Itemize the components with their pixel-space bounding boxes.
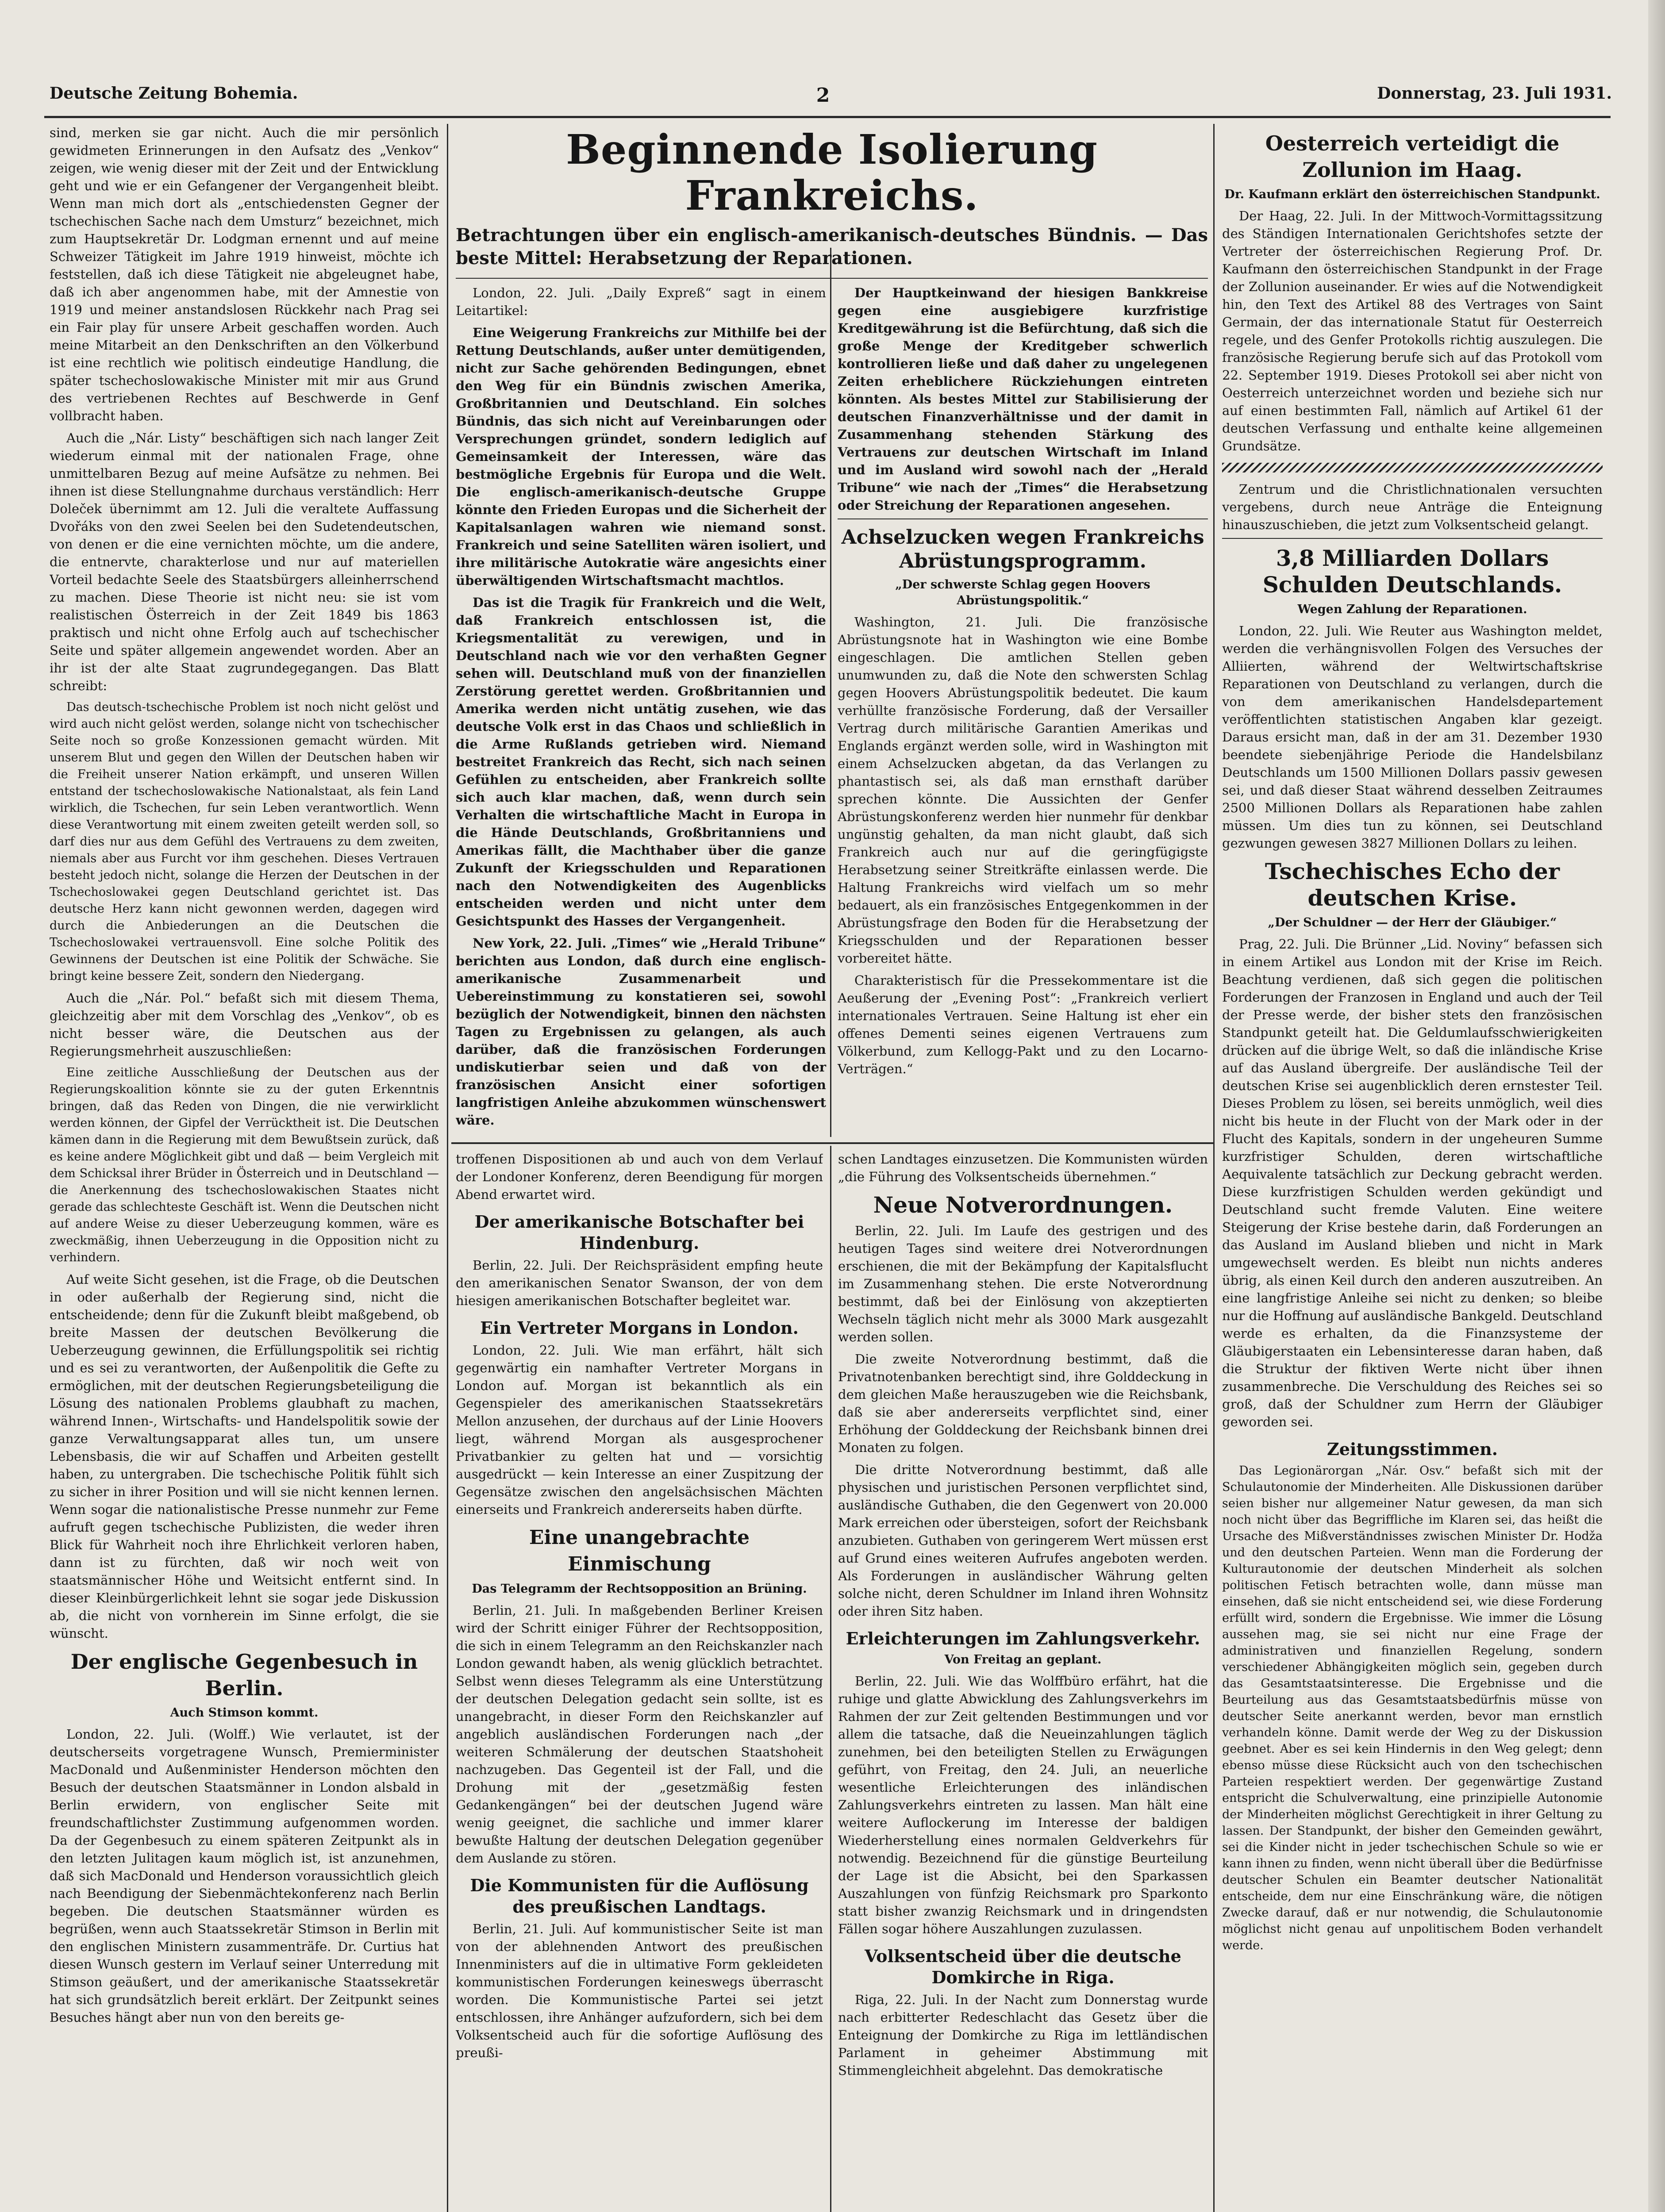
echo-body: Prag, 22. Juli. Die Brünner „Lid. Noviny“ befassen sich in einem Artikel aus London mit der Krise im Reich. Beachtung verdienen, daß sich gegen die politischen Forderungen der Franzosen in England und auch der Teil der Presse werde, der bisher stets den französischen Standpunkt geteilt hat. Die Geldumlaufsschwierigkeiten drücken auf die übrige Welt, so daß die inländische Krise auf das Ausland übergreife. Der ausländische Teil der deutschen Krise sei augenblicklich deren ernstester Teil. Dieses Problem zu lösen, sei bereits unmöglich, weil dies nicht bis heute in der Flucht von der Mark oder in der Flucht des Kapitals, sondern in der ungeheuren Summe kurzfristiger Schulden, deren wirtschaftliche Aequivalente tatsächlich zur Deckung gebracht werden. Diese kurzfristigen Schulden werden gekündigt und Deutschland sucht fremde Valuten. Eine weitere Steigerung der Krise bestehe darin, daß Forderungen an das Ausland im Ausland blieben und nicht in Mark umgewechselt werden. Es bleibt nun nichts anderes übrig, als einen Keil durch den anderen auszutreiben. An eine langfristige Anleihe sei nicht zu denken; so bleibe nur die Hoffnung auf ausländische Bankgeld. Deutschland werde es erhalten, da die Finanzsysteme der Gläubigerstaaten ein Lebensinteresse daran haben, daß die Struktur der fiktiven Werte nicht über ihnen zusammenbreche. Die Verschuldung des Reiches sei so groß, daß der Schuldner zum Herrn der Gläubiger geworden sei. [1222, 937, 1603, 1429]
intro-paragraph-2: Auch die „Nár. Listy“ beschäftigen sich nach langer Zeit wiederum einmal mit der nationalen Frage, ohne unmittelbaren Bezug auf meine Aufsätze zu nehmen. Bei ihnen ist diese Stellungnahme durchaus verständlich: Herr Doleček übernimmt am 12. Juli die veraltete Auffassung Dvořáks von den zwei Seelen bei den Sudetendeutschen, von denen er die eine vernichten möchte, um die andere, die entnervte, charakterlose und nur auf materiellen Vorteil bedachte Seele des Staatsbürgers alleinherrschend zu machen. Diese Theorie ist nicht neu: sie ist vom realistischen Österreich in der Zeit 1849 bis 1863 praktisch und nicht ohne Erfolg auch auf tschechischer Seite und später allgemein angewendet worden. Aber an ihr ist der alte Staat zugrundegegangen. Das Blatt schreibt: [50, 430, 439, 693]
column-rule-left [447, 124, 448, 2212]
column-right [1222, 124, 1603, 2212]
achsel-subtitle: „Der schwerste Schlag gegen Hoovers Abrüstungspolitik.“ [895, 578, 1150, 607]
notverordnungen-headline: Neue Notverordnungen. [873, 1192, 1173, 1218]
botschafter-body: Berlin, 22. Juli. Der Reichspräsident empfing heute den amerikanischen Senator Swanson, der von dem hiesigen amerikanischen Botschafter begleitet war. [456, 1258, 823, 1308]
notverordnungen-p1: Berlin, 22. Juli. Im Laufe des gestrigen und des heutigen Tages sind weitere drei Notverordnungen erschienen, die mit der Bekämpfung der Kapitalsflucht im Zusammenhang stehen. Die erste Notverordnung bestimmt, daß bei der Einlösung von akzeptierten Wechseln täglich nicht mehr als 3000 Mark ausgezahlt werden sollen. [838, 1223, 1208, 1344]
lead-headline: Beginnende Isolierung Frankreichs. [566, 126, 1098, 219]
achsel-p1: Washington, 21. Juli. Die französische Abrüstungsnote hat in Washington wie eine Bombe eingeschlagen. Die amtlichen Stellen geben unumwunden zu, daß die Note den schwersten Schlag gegen Hoovers Abrüstungspolitik bedeutet. Die kaum verhüllte französische Forderung, daß der Versailler Vertrag durch militärische Garantien Amerikas und Englands ergänzt werden solle, wird in Washington mit einem Achselzucken abgetan, da das Verlangen zu phantastisch sei, als daß man ernsthaft darüber sprechen könnte. Die Aussichten der Genfer Abrüstungskonferenz werden hier nunmehr für denkbar ungünstig gehalten, da man nicht glaubt, daß sich Frankreich auch nur auf die geringfügigste Herabsetzung seiner Streitkräfte einlassen werde. Die Haltung Frankreichs wird vielfach um so mehr bedauert, als ein französisches Entgegenkommen in der Abrüstungsfrage den Boden für die Herabsetzung der Kriegsschulden und der Reparationen besser vorbereitet hätte. [838, 614, 1208, 966]
riga-headline: Volksentscheid über die deutsche Domkirche in Riga. [865, 1946, 1181, 1987]
lead-left-p3: Das ist die Tragik für Frankreich und die Welt, daß Frankreich entschlossen ist, die Kriegsmentalität zu verewigen, und in Deutschland nach wie vor den verhaßten Gegner sehen will. Deutschland muß von der finanziellen Zerstörung gerettet werden. Großbritannien und Amerika werden nicht untätig zusehen, wie das deutsche Volk erst in das Chaos und schließlich in die Arme Rußlands getrieben wird. Niemand bestreitet Frankreich das Recht, sich nach seinen Gefühlen zu entscheiden, aber Frankreich sollte sich auch klar machen, daß, wenn durch sein Verhalten die wirtschaftliche Macht in Europa in die Hände Deutschlands, Großbritanniens und Amerikas fällt, die Machthaber über die ganze Zukunft der Kriegsschulden und Reparationen nach den Notwendigkeiten des Augenblicks entscheiden werden und nicht unter dem Gesichtspunkt des Hasses der Vergangenheit. [456, 595, 826, 929]
carry-over-b: schen Landtages einzusetzen. Die Kommunisten würden „die Führung des Volksentscheids übernehmen.“ [838, 1152, 1208, 1184]
oesterreich-body: Der Haag, 22. Juli. In der Mittwoch-Vormittagssitzung des Ständigen Internationalen Gerichtshofes setzte der Vertreter der österreichischen Regierung Prof. Dr. Kaufmann den österreichischen Standpunkt in der Frage der Zollunion auseinander. Er wies auf die Notwendigkeit hin, den Text des Artikel 88 des Vertrages von Saint Germain, der das internationale Statut für Oesterreich regele, und des Genfer Protokolls richtig auszulegen. Die französische Regierung berufe sich auf das Protokoll vom 22. September 1919. Dieses Protokoll sei aber nicht von Oesterreich unterzeichnet worden und beziehe sich nur auf einen bestimmten Fall, nämlich auf Artikel 61 der deutschen Verfassung und enthalte keine allgemeinen Grundsätze. [1222, 208, 1603, 453]
besuch-paragraph: London, 22. Juli. (Wolff.) Wie verlautet, ist der deutscherseits vorgetragene Wunsch, Premierminister MacDonald und Außenminister Henderson möchten den Besuch der deutschen Staatsmänner in London alsbald in Berlin erwidern, von englischer Seite mit freundschaftlichster Zustimmung aufgenommen worden. Da der Gegenbesuch zu einem späteren Zeitpunkt als in den letzten Julitagen kaum möglich ist, ist anzunehmen, daß sich MacDonald und Henderson voraussichtlich gleich nach Beendigung der Siebenmächtekonferenz nach Berlin begeben. Die deutschen Staatsmänner würden es begrüßen, wenn auch Staatssekretär Stimson in Berlin mit den englischen Ministern zusammenträfe. Dr. Curtius hat diesen Wunsch gestern im Verlauf seiner Unterredung mit Stimson geäußert, und der amerikanische Staatssekretär hat sich grundsätzlich bereit erklärt. Der Zeitpunkt seines Besuches hängt aber nun von den bereits ge- [50, 1727, 439, 2025]
intro-paragraph-1: sind, merken sie gar nicht. Auch die mir persönlich gewidmeten Erinnerungen in den Aufsatz des „Venkov“ zeigen, wie wenig dieser mit der Zeit und der Entwicklung geht und wie er ein Gefangener der Vergangenheit bleibt. Wenn man mich dort als „entschiedensten Gegner der tschechischen Sache nach dem Umsturz“ bezeichnet, mich zum Hauptsekretär Dr. Lodgman ernennt und auf meine Schweizer Tätigkeit im Jahre 1919 hinweist, möchte ich feststellen, daß ich diese Tätigkeit nie abgeleugnet habe, daß ich aber angenommen habe, mit der Amnestie von 1919 und meiner anstandslosen Rückkehr nach Prag sei ein Fair play für unsere Arbeit geschaffen worden. Auch meine Mitarbeit an den Denkschriften an den Völkerbund ist eine rechtlich wie politisch eindeutige Handlung, die später tschechoslowakische Minister mit mir aus Grund des vertriebenen Rechtes auf Beschwerde in Genf vollbracht haben. [50, 125, 439, 423]
wavy-separator [1222, 463, 1603, 472]
lead-article [456, 124, 1208, 1137]
masthead-title: Deutsche Zeitung Bohemia. [50, 84, 298, 103]
lead-columns [456, 284, 1208, 1133]
oesterreich-headline: Oesterreich verteidigt die Zollunion im Haag. [1265, 131, 1560, 182]
kommunisten-headline: Die Kommunisten für die Auflösung des preußischen Landtags. [470, 1875, 809, 1916]
notverordnungen-p2: Die zweite Notverordnung bestimmt, daß die Privatnotenbanken berechtigt sind, ihre Golddeckung in dem gleichen Maße herauszugeben wie die Reichsbank, daß sie aber andererseits verpflichtet sind, einer Erhöhung der Golddeckung der Reichsbank binnen drei Monaten zu folgen. [838, 1352, 1208, 1455]
echo-subtitle: „Der Schuldner — der Herr der Gläubiger.“ [1268, 916, 1557, 929]
column-mid-lower-a [456, 1150, 823, 2212]
column-rule-mid-lower [830, 1146, 831, 2212]
intro-paragraph-3: Auch die „Nár. Pol.“ befaßt sich mit diesem Thema, gleichzeitig aber mit dem Vorschlag des „Venkov“, ob es nicht besser wäre, die Deutschen aus der Regierungsmehrheit auszuschließen: [50, 991, 439, 1059]
einmischung-headline: Eine unangebrachte Einmischung [529, 1526, 750, 1575]
lead-left-column [456, 284, 826, 1133]
erleichterungen-subtitle: Von Freitag an geplant. [944, 1653, 1102, 1667]
stimmen-body: Das Legionärorgan „Nár. Osv.“ befaßt sich mit der Schulautonomie der Minderheiten. Alle Diskussionen darüber seien bisher nur allgemeiner Natur gewesen, da man sich noch nicht über das Begriffliche im Klaren sei, das heißt die Ursache des Mißverständnisses zwischen Minister Dr. Hodža und den deutschen Parteien. Wenn man die Forderung der Kulturautonomie der deutschen Minderheit als solchen politischen Fetisch betrachten wolle, dann müsse man einsehen, daß sie nicht entscheidend sei, wie diese Forderung erfüllt wird, sondern die Ergebnisse. Wie immer die Lösung aussehen mag, sie sei nicht nur eine Frage der administrativen und finanziellen Regelung, sondern verschiedener Abhängigkeiten möglich sein, gegeben durch das Gesamtstaatsinteresse. Die Ergebnisse und die Beurteilung aus das Gesamtstaatsbedürfnis müsse von deutscher Seite anerkannt werden, bevor man ernstlich verhandeln könne. Damit werde der Weg zu der Diskussion geebnet. Aber es sei kein Hindernis in den Weg gelegt; denn ebenso müsse diese Rücksicht auch von den tschechischen Parteien respektiert werden. Der gegenwärtige Zustand entspricht die Schulverwaltung, eine prinzipielle Autonomie der Minderheiten möglichst Gerechtigkeit in ihrer Geltung zu lassen. Der Standpunkt, der bisher den Gemeinden gewährt, sei die Kinder nicht in jeder tschechischen Schule so wie er kann ihnen zu finden, wenn nicht überall über die Bedürfnisse deutscher Schulen ein Beamter deutscher Nationalität entscheide, dem nur eine Einschränkung wäre, die nötigen Zwecke darauf, daß er nur notwendig, die Schulautonomie möglichst nicht genau auf unpolitischem Boden verhandelt werde. [1222, 1464, 1603, 1952]
morgan-headline: Ein Vertreter Morgans in London. [480, 1318, 799, 1338]
intro-paragraph-4: Auf weite Sicht gesehen, ist die Frage, ob die Deutschen in oder außerhalb der Regierung sind, nicht die entscheidende; denn für die Zukunft bleibt maßgebend, ob breite Massen der deutschen Bevölkerung die Ueberzeugung gewinnen, die Erfüllungspolitik sei richtig und es sei zu verantworten, der Außenpolitik die Gefte zu ermöglichen, mit der deutschen Regierungsbeteiligung die Lösung des nationalen Problems glaubhaft zu machen, während Innen-, Wirtschafts- und Handelspolitik sowie der ganze Verwaltungsapparat alles tun, um unsere Lebensbasis, die wir auf Schaffen und Arbeiten gestellt haben, zu untergraben. Die tschechische Politik fühlt sich zu sicher in ihrer Position und will sie nicht kennen lernen. Wenn sogar die nationalistische Presse nunmehr zur Feme aufruft gegen tschechische Publizisten, die weder ihren Blick für Wahrheit noch ihre Ehrlichkeit verloren haben, dann ist zu fürchten, daß wir noch weit von staatsmännischer Höhe und Weitsicht entfernt sind. In dieser Kleinbürgerlichkeit lehnt sie sogar jede Diskussion ab, die nicht von vornherein im Sinne erfolgt, die sie wünscht. [50, 1272, 439, 1641]
column-mid-lower-b [838, 1150, 1208, 2212]
intro-quote-2: Eine zeitliche Ausschließung der Deutschen aus der Regierungskoalition könnte sie zu der guten Erkenntnis bringen, daß das Reden von Dingen, die nie verwirklicht werden können, der Gipfel der Verrücktheit ist. Die Deutschen kämen dann in die Regierung mit dem Bewußtsein zurück, daß es keine andere Möglichkeit gibt und daß — beim Vergleich mit dem Schicksal ihrer Brüder in Österreich und in Deutschland — die Anerkennung des tschechoslowakischen Staates nicht gerade das schlechteste Geschäft ist. Wenn die Deutschen nicht auf andere Weise zu dieser Ueberzeugung kommen, wäre es zweckmäßig, ihnen Ueberzeugung in die Opposition nicht zu verhindern. [50, 1066, 439, 1264]
achsel-headline: Achselzucken wegen Frankreichs Abrüstungsprogramm. [841, 526, 1204, 572]
kommunisten-body: Berlin, 21. Juli. Auf kommunistischer Seite ist man von der ablehnenden Antwort des preußischen Innenministers auf die in ultimative Form gekleideten kommunistischen Forderungen keineswegs überrascht worden. Die Kommunistische Partei sei jetzt entschlossen, ihre Anhänger aufzufordern, sich bei dem Volksentscheid auch für die sofortige Auflösung des preußi- [456, 1921, 823, 2060]
lead-rule [456, 278, 1208, 279]
lead-left-p4: New York, 22. Juli. „Times“ wie „Herald Tribune“ berichten aus London, daß durch eine englisch-amerikanische Zusammenarbeit und Uebereinstimmung zu konstatieren sei, sowohl bezüglich der Notwendigkeit, binnen den nächsten Tagen zu Ergebnissen zu gelangen, als auch darüber, daß die französischen Forderungen undiskutierbar seien und daß von der französischen Ansicht einer sofortigen langfristigen Anleihe abzukommen wünschenswert wäre. [456, 936, 826, 1128]
page-number: 2 [816, 84, 830, 107]
intro-quote-1: Das deutsch-tschechische Problem ist noch nicht gelöst und wird auch nicht gelöst werden, solange nicht von tschechischer Seite noch so große Konzessionen gemacht würden. Mit unserem Blut und gegen den Willen der Deutschen haben wir die Freiheit unserer Nation erkämpft, und unseren Willen entstand der tschechoslowakische Nationalstaat, als fein Land wirklich, die Tschechen, fur sein Leben verantwortlich. Wenn diese Verantwortung mit einem zweiten geteilt werden soll, so darf dies nur aus dem Gefühl des Vertrauens zu dem zweiten, niemals aber aus Furcht vor ihm geschehen. Dieses Vertrauen besteht jedoch nicht, solange die Herzen der Deutschen in der Tschechoslowakei gegen Deutschland gerichtet ist. Das deutsche Herz kann nicht gewonnen werden, dagegen wird durch die Anbiederungen an die Deutschen die Tschechoslowakei vertrauensvoll. Eine solche Politik des Gewinnens der Deutschen ist eine Politik der Schwäche. Sie bringt keine bessere Zeit, sondern den Niedergang. [50, 700, 439, 983]
lead-bottom-rule [451, 1142, 1213, 1144]
oesterreich-subtitle: Dr. Kaufmann erklärt den österreichischen Standpunkt. [1224, 188, 1600, 201]
milliarden-subtitle: Wegen Zahlung der Reparationen. [1297, 603, 1527, 616]
lead-right-column [838, 284, 1208, 1133]
zentrum-paragraph: Zentrum und die Christlichnationalen versuchten vergebens, durch neue Anträge die Enteignung hinauszuschieben, die jetzt zum Volksentscheid gelangt. [1222, 482, 1603, 532]
lead-left-p1: London, 22. Juli. „Daily Expreß“ sagt in einem Leitartikel: [456, 285, 826, 318]
column-rule-right [1213, 124, 1215, 2212]
achsel-p2: Charakteristisch für die Pressekommentare ist die Aeußerung der „Evening Post“: „Frankreich verliert internationales Vertrauen. Seine Haltung ist eher ein offenes Dementi seines eigenen Vertrauens zum Völkerbund, zum Kellogg-Pakt und zu den Locarno-Verträgen.“ [838, 973, 1208, 1076]
besuch-headline: Der englische Gegenbesuch in Berlin. [70, 1650, 418, 1700]
issue-date: Donnerstag, 23. Juli 1931. [1377, 84, 1612, 103]
erleichterungen-headline: Erleichterungen im Zahlungsverkehr. [846, 1628, 1200, 1648]
milliarden-rule [1222, 538, 1603, 539]
header-rule [44, 116, 1611, 118]
riga-body: Riga, 22. Juli. In der Nacht zum Donnerstag wurde nach erbitterter Redeschlacht das Gesetz über die Enteignung der Domkirche zu Riga im lettländischen Parlament in geheimer Abstimmung mit Stimmengleichheit abgelehnt. Das demokratische [838, 1992, 1208, 2078]
notverordnungen-p3: Die dritte Notverordnung bestimmt, daß alle physischen und juristischen Personen verpflichtet sind, ausländische Guthaben, die den Gegenwert von 20.000 Mark erreichen oder übersteigen, sofort der Reichsbank anzubieten. Guthaben von geringerem Wert müssen erst auf Grund eines weiteren Aufrufes angeboten werden. Als Forderungen in ausländischer Währung gelten solche nicht, deren Schuldner im Inland ihren Wohnsitz oder ihren Sitz haben. [838, 1462, 1208, 1619]
einmischung-subtitle: Das Telegramm der Rechtsopposition an Brüning. [472, 1582, 807, 1596]
echo-headline: Tschechisches Echo der deutschen Krise. [1265, 858, 1560, 911]
erleichterungen-body: Berlin, 22. Juli. Wie das Wolffbüro erfährt, hat die ruhige und glatte Abwicklung des Zahlungsverkehrs im Rahmen der zur Zeit geltenden Bestimmungen und vor allem die tatsache, daß die Neueinzahlungen täglich zunehmen, bei den beteiligten Stellen zu Erwägungen geführt, von Freitag, den 24. Juli, an neuerliche wesentliche Erleichterungen des inländischen Zahlungsverkehrs eintreten zu lassen. Man hält eine weitere Auflockerung im Interesse der baldigen Wiederherstellung eines normalen Geldverkehrs für notwendig. Bezeichnend für die günstige Beurteilung der Lage ist die Absicht, bei den Sparkassen Auszahlungen von fünfzig Reichsmark pro Sparkonto statt bisher zwanzig Reichsmark und in dringendsten Fällen sogar höhere Auszahlungen zuzulassen. [838, 1674, 1208, 1936]
scan-edge [1648, 0, 1665, 2212]
column-left [50, 124, 439, 2212]
milliarden-headline: 3,8 Milliarden Dollars Schulden Deutschlands. [1262, 545, 1562, 598]
botschafter-headline: Der amerikanische Botschafter bei Hindenburg. [474, 1212, 804, 1253]
stimmen-headline: Zeitungsstimmen. [1327, 1439, 1498, 1459]
milliarden-body: London, 22. Juli. Wie Reuter aus Washington meldet, werden die verhängnisvollen Folgen des Versuches der Alliierten, während der Weltwirtschaftskrise Reparationen von Deutschland zu verlangen, durch die von dem amerikanischen Handelsdepartement veröffentlichten statistischen Angaben klar gezeigt. Daraus ersicht man, daß in der am 31. Dezember 1930 beendete siebenjährige Periode die Handelsbilanz Deutschlands um 1500 Millionen Dollars passiv gewesen sei, und daß dieser Staat während desselben Zeitraumes 2500 Millionen Dollars als Reparationen habe zahlen müssen. Um dies tun zu können, sei Deutschland gezwungen gewesen 3827 Millionen Dollars zu leihen. [1222, 623, 1603, 851]
lead-left-p2: Eine Weigerung Frankreichs zur Mithilfe bei der Rettung Deutschlands, außer unter demütigenden, nicht zur Sache gehörenden Bedingungen, ebnet den Weg für ein Bündnis zwischen Amerika, Großbritannien und Deutschland. Ein solches Bündnis, das sich nicht auf Vereinbarungen oder Versprechungen gründet, sondern lediglich auf Gemeinsamkeit der Interessen, wäre das bestmögliche Ergebnis für Europa und die Welt. Die englisch-amerikanisch-deutsche Gruppe könnte den Frieden Europas und die Sicherheit der Kapitalsanlagen wahren wie niemand sonst. Frankreich und seine Satelliten wären isoliert, und ihre militärische Autokratie wäre angesichts einer überwältigenden Wirtschaftsmacht machtlos. [456, 325, 826, 588]
besuch-subtitle: Auch Stimson kommt. [170, 1706, 319, 1720]
morgan-body: London, 22. Juli. Wie man erfährt, hält sich gegenwärtig ein namhafter Vertreter Morgans in London auf. Morgan ist bekanntlich als ein Gegenspieler des amerikanischen Staatssekretärs Mellon anzusehen, der durchaus auf der Linie Hoovers liegt, während Morgan als ausgesprochener Privatbankier zu gelten hat und — vorsichtig ausgedrückt — kein Interesse an einer Zuspitzung der Gegensätze zwischen den angelsächsischen Mächten einerseits und Frankreich andererseits haben dürfte. [456, 1343, 823, 1517]
lead-right-p1: Der Hauptkeinwand der hiesigen Bankkreise gegen eine ausgiebigere kurzfristige Kreditgewährung ist die Befürchtung, daß sich die große Menge der Kreditgeber schwerlich kontrollieren ließe und daß daher zu ungelegenen Zeiten erheblichere Rückziehungen eintreten könnten. Als bestes Mittel zur Stabilisierung der deutschen Finanzverhältnisse und der damit in Zusammenhang stehenden Stärkung des Vertrauens zur deutschen Wirtschaft im Inland und im Ausland wird sowohl nach der „Herald Tribune“ wie nach der „Times“ die Herabsetzung oder Streichung der Reparationen angesehen. [838, 285, 1208, 513]
einmischung-body: Berlin, 21. Juli. In maßgebenden Berliner Kreisen wird der Schritt einiger Führer der Rechtsopposition, die sich in einem Telegramm an den Reichskanzler nach London gewandt haben, als wenig glücklich betrachtet. Selbst wenn dieses Telegramm als eine Unterstützung der deutschen Delegation gedacht sein sollte, ist es unangebracht, in dieser Form den Reichskanzler auf angeblich ausländischen Forderungen nach „der weiteren Schmälerung der deutschen Staatshoheit nachzugeben. Das Gegenteil ist der Fall, und die Drohung mit der „gesetzmäßig festen Gedankengängen“ bei der deutschen Jugend wäre wenig geeignet, die sachliche und immer klarer bewußte Haltung der deutschen Delegation gegenüber dem Auslande zu stören. [456, 1603, 823, 1866]
achsel-rule [838, 518, 1208, 519]
carry-over-a: troffenen Dispositionen ab und auch von dem Verlauf der Londoner Konferenz, deren Beendigung für morgen Abend erwartet wird. [456, 1152, 823, 1202]
lead-subtitle: Betrachtungen über ein englisch-amerikanisch-deutsches Bündnis. — Das beste Mittel: Herabsetzung der Reparationen. [456, 225, 1208, 269]
